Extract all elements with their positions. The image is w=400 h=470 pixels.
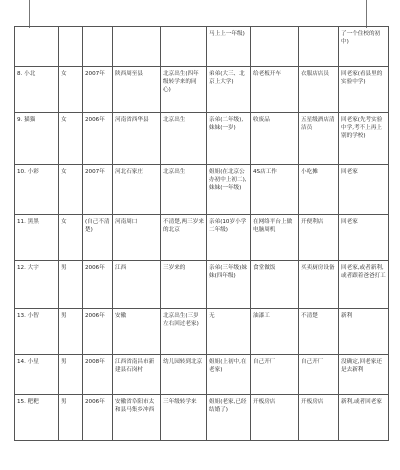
cell-gender: 女 (59, 67, 83, 113)
cell-origin: 安徽省阜阳市太和县马集乡冲西 (113, 395, 161, 441)
cell-birth: 北京出生 (161, 113, 207, 165)
cell-father: 收废品 (251, 113, 299, 165)
cell-siblings: 亲弟(三年级)妹妹(四年级) (207, 261, 251, 309)
cell-gender: 女 (59, 113, 83, 165)
cell-mother: 自己开厂 (299, 355, 339, 395)
cell-plan: 回老家(先考实验中学,考不上再上别的学校) (339, 113, 389, 165)
cell-gender: 男 (59, 261, 83, 309)
cell-no: 14. 小星 (15, 355, 59, 395)
cell-gender: 女 (59, 215, 83, 261)
cell-no: 9. 猫猫 (15, 113, 59, 165)
cell-mother: 买卖厨房设备 (299, 261, 339, 309)
cell-birth: 三年级转学来 (161, 395, 207, 441)
cell-origin: 陕西周至县 (113, 67, 161, 113)
cell-origin: 河南周口 (113, 215, 161, 261)
cell-father: 开板房店 (251, 395, 299, 441)
cell-siblings: 亲弟(二年级),妹妹(一岁) (207, 113, 251, 165)
cell-birth (161, 27, 207, 67)
cell-origin: 河南省西华县 (113, 113, 161, 165)
cell-year: 2006年 (83, 261, 113, 309)
cell-birth: 幼儿园转到北京 (161, 355, 207, 395)
table-row (15, 215, 389, 261)
cell-origin: 河北石家庄 (113, 165, 161, 215)
cell-father: 食堂做饭 (251, 261, 299, 309)
cell-siblings: 马上上一年级) (207, 27, 251, 67)
cell-plan: 回老家,或者新利,或者跟着爸爸打工 (339, 261, 389, 309)
cell-plan: 新利 (339, 309, 389, 355)
cell-no: 12. 大宇 (15, 261, 59, 309)
cell-plan: 新利,或者回老家 (339, 395, 389, 441)
cell-birth: 北京出生(四年级转学来的同心) (161, 67, 207, 113)
cell-gender: 女 (59, 165, 83, 215)
cell-father: 油漆工 (251, 309, 299, 355)
cell-gender: 男 (59, 309, 83, 355)
cell-origin: 安徽 (113, 309, 161, 355)
cell-gender: 男 (59, 395, 83, 441)
cell-no: 15. 粑粑 (15, 395, 59, 441)
cell-origin (113, 27, 161, 67)
cell-year: 2007年 (83, 67, 113, 113)
cell-siblings: 弟弟(大三、北京上大学) (207, 67, 251, 113)
cell-plan: 了一个住校的初中) (339, 27, 389, 67)
cell-mother: 不清楚 (299, 309, 339, 355)
cell-birth: 不清楚,两三岁来的北京 (161, 215, 207, 261)
cell-plan: 回老家 (339, 165, 389, 215)
cell-father: 给老板开车 (251, 67, 299, 113)
cell-father: 自己开厂 (251, 355, 299, 395)
cell-no: 10. 小彩 (15, 165, 59, 215)
cell-birth: 北京出生(三岁左右回过老家) (161, 309, 207, 355)
cell-mother: 衣服店店员 (299, 67, 339, 113)
cell-gender (59, 27, 83, 67)
table-row (15, 67, 389, 113)
cell-father (251, 27, 299, 67)
cell-year: 2006年 (83, 309, 113, 355)
cell-origin: 江西省南昌市新建县石岗村 (113, 355, 161, 395)
cell-year: 2007年 (83, 165, 113, 215)
cell-birth: 三岁来的 (161, 261, 207, 309)
cell-siblings: 亲弟(10岁小学二年级) (207, 215, 251, 261)
cell-siblings: 姐姐(上初中,在老家) (207, 355, 251, 395)
cell-no (15, 27, 59, 67)
cell-plan: 没确定,回老家还是去新利 (339, 355, 389, 395)
cell-no: 11. 黑黑 (15, 215, 59, 261)
cell-father: 4S店工作 (251, 165, 299, 215)
cell-siblings: 无 (207, 309, 251, 355)
cell-mother: 开板房店 (299, 395, 339, 441)
cell-year: 2008年 (83, 355, 113, 395)
cell-mother: 五星级酒店清洁员 (299, 113, 339, 165)
table-row (15, 395, 389, 441)
table-row (15, 309, 389, 355)
table-row (15, 113, 389, 165)
cell-mother: 开便利店 (299, 215, 339, 261)
cell-year: (自己不清楚) (83, 215, 113, 261)
cell-siblings: 姐姐(在北京公办初中上初二),妹妹(一年级) (207, 165, 251, 215)
crop-mark-right (366, 0, 367, 28)
cell-origin: 江西 (113, 261, 161, 309)
cell-plan: 回老家 (339, 215, 389, 261)
table-row (15, 165, 389, 215)
cell-year (83, 27, 113, 67)
cell-father: 在网络平台上做电脑周机 (251, 215, 299, 261)
cell-year: 2006年 (83, 395, 113, 441)
cell-year: 2006年 (83, 113, 113, 165)
cell-no: 8. 小北 (15, 67, 59, 113)
cell-birth: 北京出生 (161, 165, 207, 215)
crop-mark-left (29, 0, 30, 28)
cell-mother (299, 27, 339, 67)
table-row (15, 27, 389, 67)
cell-plan: 回老家(看县里的实验中学) (339, 67, 389, 113)
survey-table (14, 26, 389, 441)
cell-no: 13. 小智 (15, 309, 59, 355)
cell-gender: 男 (59, 355, 83, 395)
cell-mother: 小吃摊 (299, 165, 339, 215)
cell-siblings: 姐姐(老家,已经结婚了) (207, 395, 251, 441)
table-row (15, 261, 389, 309)
table-row (15, 355, 389, 395)
